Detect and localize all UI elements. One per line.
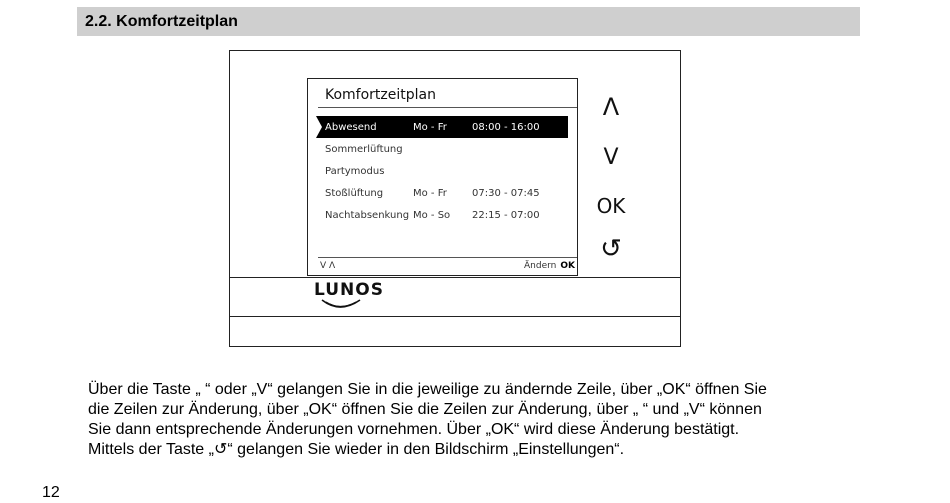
up-button[interactable]: Λ xyxy=(602,93,620,121)
footer-ok-label: OK xyxy=(560,261,575,271)
instruction-text xyxy=(88,380,858,460)
row-days: Mo - Fr xyxy=(413,187,447,199)
row-name: Nachtabsenkung xyxy=(325,209,410,221)
ok-button[interactable]: OK xyxy=(596,194,626,218)
footer-action-label: Ändern xyxy=(524,261,557,271)
row-name: Sommerlüftung xyxy=(325,143,403,155)
row-time: 22:15 - 07:00 xyxy=(472,209,540,221)
row-time: 08:00 - 16:00 xyxy=(472,121,540,133)
menu-row-stosslueftung[interactable] xyxy=(316,182,568,204)
title-divider xyxy=(318,107,577,108)
instruction-line: Über die Taste „ “ oder „V“ gelangen Sie in die jeweilige zu ändernde Zeile, über „OK“ öffnen Sie xyxy=(88,381,767,398)
menu-row-partymodus[interactable] xyxy=(316,160,568,182)
logo-swoosh-icon xyxy=(314,280,384,312)
lunos-logo xyxy=(314,280,384,312)
footer-nav-hint: V Λ xyxy=(320,261,336,271)
instruction-line: Sie dann entsprechende Änderungen vornehmen. Über „OK“ wird diese Änderung bestätigt. xyxy=(88,421,740,438)
row-days: Mo - Fr xyxy=(413,121,447,133)
device-panel xyxy=(229,50,681,347)
footer-action xyxy=(524,261,575,271)
row-days: Mo - So xyxy=(413,209,451,221)
panel-divider-lower xyxy=(230,316,680,317)
menu-row-abwesend[interactable] xyxy=(316,116,568,138)
logo-text: LUNOS xyxy=(314,280,384,300)
back-button[interactable]: ↺ xyxy=(600,234,622,264)
section-title: 2.2. Komfortzeitplan xyxy=(85,13,238,30)
instruction-line: Mittels der Taste „↺“ gelangen Sie wieder in den Bildschirm „Einstellungen“. xyxy=(88,441,625,458)
row-name: Partymodus xyxy=(325,165,385,177)
section-header xyxy=(77,7,860,36)
menu-row-sommerlueftung[interactable] xyxy=(316,138,568,160)
row-name: Abwesend xyxy=(325,121,377,133)
instruction-line: die Zeilen zur Änderung, über „OK“ öffnen Sie die Zeilen zur Änderung, über „ “ und „V“ können xyxy=(88,401,762,418)
panel-divider xyxy=(230,277,680,278)
display-screen xyxy=(307,78,578,276)
screen-title: Komfortzeitplan xyxy=(325,87,436,103)
row-time: 07:30 - 07:45 xyxy=(472,187,540,199)
row-name: Stoßlüftung xyxy=(325,187,384,199)
selection-arrow-icon xyxy=(316,116,322,138)
menu-row-nachtabsenkung[interactable] xyxy=(316,204,568,226)
footer-divider xyxy=(318,257,577,258)
page-number: 12 xyxy=(42,484,60,501)
down-button[interactable]: V xyxy=(603,145,619,170)
schedule-menu xyxy=(316,116,568,226)
screen-footer xyxy=(318,261,577,275)
